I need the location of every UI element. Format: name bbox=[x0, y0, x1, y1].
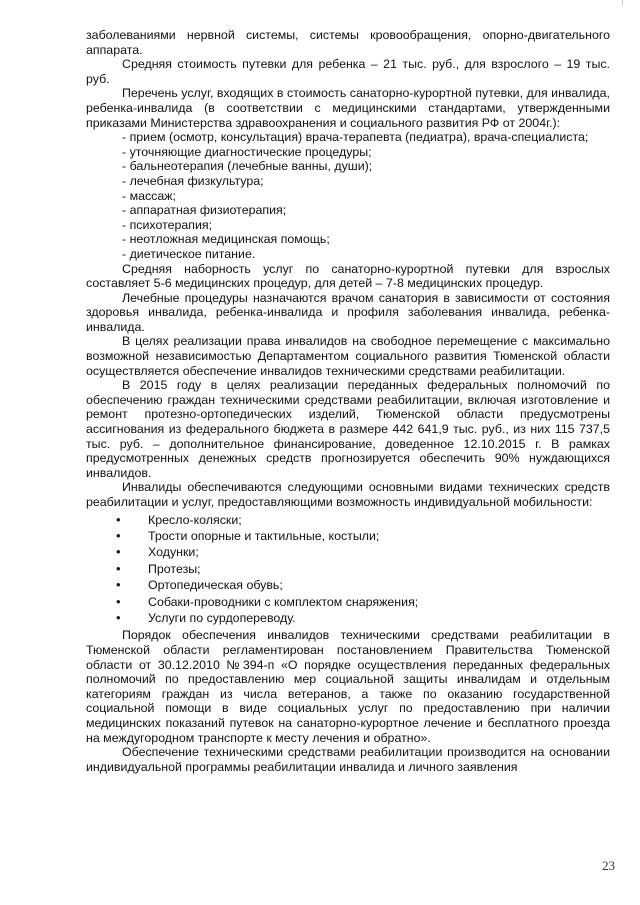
paragraph-2015-funding: В 2015 году в целях реализации переданных федеральных полномочий по обеспечению граждан техническими средствами реабилитации, включая изготовление и ремонт протезно-ортопедических изделий, Тюменской области предусмотрены ассигнования из федерального бюджета в размере 442 641,9 тыс. руб., из них 115 737,5 тыс. руб. – дополнительное финансирование, доведенное 12.10.2015 г. В рамках предусмотренных денежных средств прогнозируется обеспечить 90% нуждающихся инвалидов. bbox=[86, 378, 610, 480]
page-number: 23 bbox=[602, 858, 615, 873]
service-item: - уточняющие диагностические процедуры; bbox=[122, 144, 372, 159]
services-list bbox=[86, 130, 610, 261]
tsr-list-item: • Кресло-коляски; bbox=[86, 512, 610, 528]
service-item: - бальнеотерапия (лечебные ванны, души); bbox=[122, 159, 373, 174]
service-item: - массаж; bbox=[122, 188, 176, 203]
paragraph-procedure-regulation: Порядок обеспечения инвалидов техническими средствами реабилитации в Тюменской области регламентирован постановлением Правительства Тюменской области от 30.12.2010 №394-п «О порядке осуществления переданных федеральных полномочий по предоставлению мер социальной защиты инвалидам и отдельным категориям граждан из числа ветеранов, а также по оказанию государственной социальной помощи в виде социальных услуг по предоставлению при наличии медицинских показаний путевок на санаторно-курортное лечение и бесплатного проезда на междугородном транспорте к месту лечения и обратно». bbox=[86, 628, 610, 745]
service-item: - диетическое питание. bbox=[122, 246, 256, 261]
paragraph-procedures: Лечебные процедуры назначаются врачом санатория в зависимости от состояния здоровья инвалида, ребенка-инвалида и профиля заболевания инвалида, ребенка-инвалида. bbox=[86, 290, 610, 334]
tsr-list-item: • Ходунки; bbox=[86, 544, 610, 560]
service-item: - неотложная медицинская помощь; bbox=[122, 232, 330, 247]
paragraph-services-count: Средняя наборность услуг по санаторно-курортной путевки для взрослых составляет 5-6 медицинских процедур, для детей – 7-8 медицинских процедур. bbox=[86, 261, 610, 291]
service-item: - прием (осмотр, консультация) врача-терапевта (педиатра), врача-специалиста; bbox=[122, 130, 589, 145]
tsr-list-item: • Собаки-проводники с комплектом снаряжения; bbox=[86, 594, 610, 610]
tsr-list bbox=[86, 512, 610, 627]
tsr-list-item: • Ортопедическая обувь; bbox=[86, 577, 610, 593]
paragraph-continuation: заболеваниями нервной системы, системы кровообращения, опорно-двигательного аппарата. bbox=[86, 28, 610, 57]
page-corner-mark bbox=[622, 0, 633, 6]
tsr-list-item: • Трости опорные и тактильные, костыли; bbox=[86, 528, 610, 544]
tsr-list-item: • Услуги по сурдопереводу. bbox=[86, 610, 610, 626]
service-item: - аппаратная физиотерапия; bbox=[122, 203, 287, 218]
paragraph-tsr-intro: Инвалиды обеспечиваются следующими основными видами технических средств реабилитации и услуг, предоставляющими возможность индивидуальной мобильности: bbox=[86, 480, 610, 509]
service-item: - лечебная физкультура; bbox=[122, 173, 264, 188]
tsr-list-item: • Протезы; bbox=[86, 561, 610, 577]
paragraph-average-cost: Средняя стоимость путевки для ребенка – 21 тыс. руб., для взрослого – 19 тыс. руб. bbox=[86, 57, 610, 86]
document-page bbox=[86, 28, 610, 774]
paragraph-provision-basis: Обеспечение техническими средствами реабилитации производится на основании индивидуальной программы реабилитации инвалида и личного заявления bbox=[86, 745, 610, 774]
paragraph-free-movement: В целях реализации права инвалидов на свободное перемещение с максимально возможной независимостью Департаментом социального развития Тюменской области осуществляется обеспечение инвалидов техническими средствами реабилитации. bbox=[86, 334, 610, 378]
service-item: - психотерапия; bbox=[122, 217, 213, 232]
paragraph-services-intro: Перечень услуг, входящих в стоимость санаторно-курортной путевки, для инвалида, ребенка-инвалида (в соответствии с медицинскими стандартами, утвержденными приказами Министерства здравоохранения и социального развития РФ от 2004г.): bbox=[86, 86, 610, 130]
